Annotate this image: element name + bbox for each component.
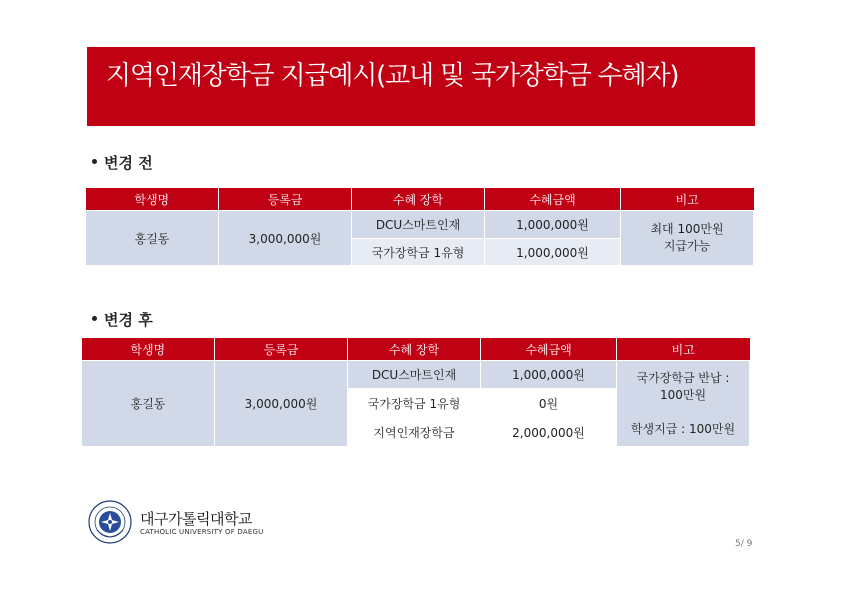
note-line: 100만원: [659, 387, 707, 402]
scholarship-amount: 2,000,000원: [481, 418, 617, 447]
section-heading-before: [92, 152, 153, 173]
scholarship-amount: 1,000,000원: [481, 361, 617, 389]
header-scholarship: 수혜 장학: [348, 338, 481, 361]
header-student: 학생명: [82, 338, 215, 361]
student-name: 홍길동: [82, 361, 215, 447]
header-tuition: 등록금: [215, 338, 348, 361]
table-row: [82, 361, 750, 389]
note-cell: [617, 361, 750, 447]
table-after: [81, 338, 750, 447]
scholarship-name: 지역인재장학금: [348, 418, 481, 447]
table-header-row: [82, 338, 750, 361]
section-heading-before-label: 변경 전: [104, 154, 153, 172]
scholarship-name: DCU스마트인재: [348, 361, 481, 389]
scholarship-name: DCU스마트인재: [352, 211, 485, 239]
header-note: 비고: [621, 188, 754, 211]
header-tuition: 등록금: [219, 188, 352, 211]
section-heading-after-label: 변경 후: [104, 311, 153, 329]
scholarship-amount: 0원: [481, 389, 617, 418]
header-student: 학생명: [86, 188, 219, 211]
header-amount: 수혜금액: [481, 338, 617, 361]
title-banner: [87, 47, 755, 126]
table-header-row: [86, 188, 754, 211]
bullet-icon: [92, 159, 97, 164]
table-before: [85, 188, 754, 266]
scholarship-name: 국가장학금 1유형: [348, 389, 481, 418]
university-seal-icon: [88, 500, 132, 544]
note-line: 국가장학금 반납 :: [636, 370, 730, 385]
note-line: 지급가능: [663, 239, 711, 253]
note-line: 최대 100만원: [650, 222, 724, 236]
slide-title: 지역인재장학금 지급예시(교내 및 국가장학금 수혜자): [106, 61, 679, 91]
header-scholarship: 수혜 장학: [352, 188, 485, 211]
header-amount: 수혜금액: [485, 188, 621, 211]
note-cell: [621, 211, 754, 266]
university-name-korean: 대구가톨릭대학교: [140, 510, 252, 528]
tuition-value: 3,000,000원: [219, 211, 352, 266]
tuition-value: 3,000,000원: [215, 361, 348, 447]
scholarship-amount: 1,000,000원: [485, 239, 621, 266]
page-number: 5/ 9: [735, 539, 753, 549]
student-name: 홍길동: [86, 211, 219, 266]
scholarship-name: 국가장학금 1유형: [352, 239, 485, 266]
table-row: [86, 211, 754, 239]
header-note: 비고: [617, 338, 750, 361]
section-heading-after: [92, 309, 153, 330]
university-name-english: CATHOLIC UNIVERSITY OF DAEGU: [140, 528, 264, 536]
note-line: 학생지급 : 100만원: [630, 421, 736, 436]
scholarship-amount: 1,000,000원: [485, 211, 621, 239]
bullet-icon: [92, 316, 97, 321]
